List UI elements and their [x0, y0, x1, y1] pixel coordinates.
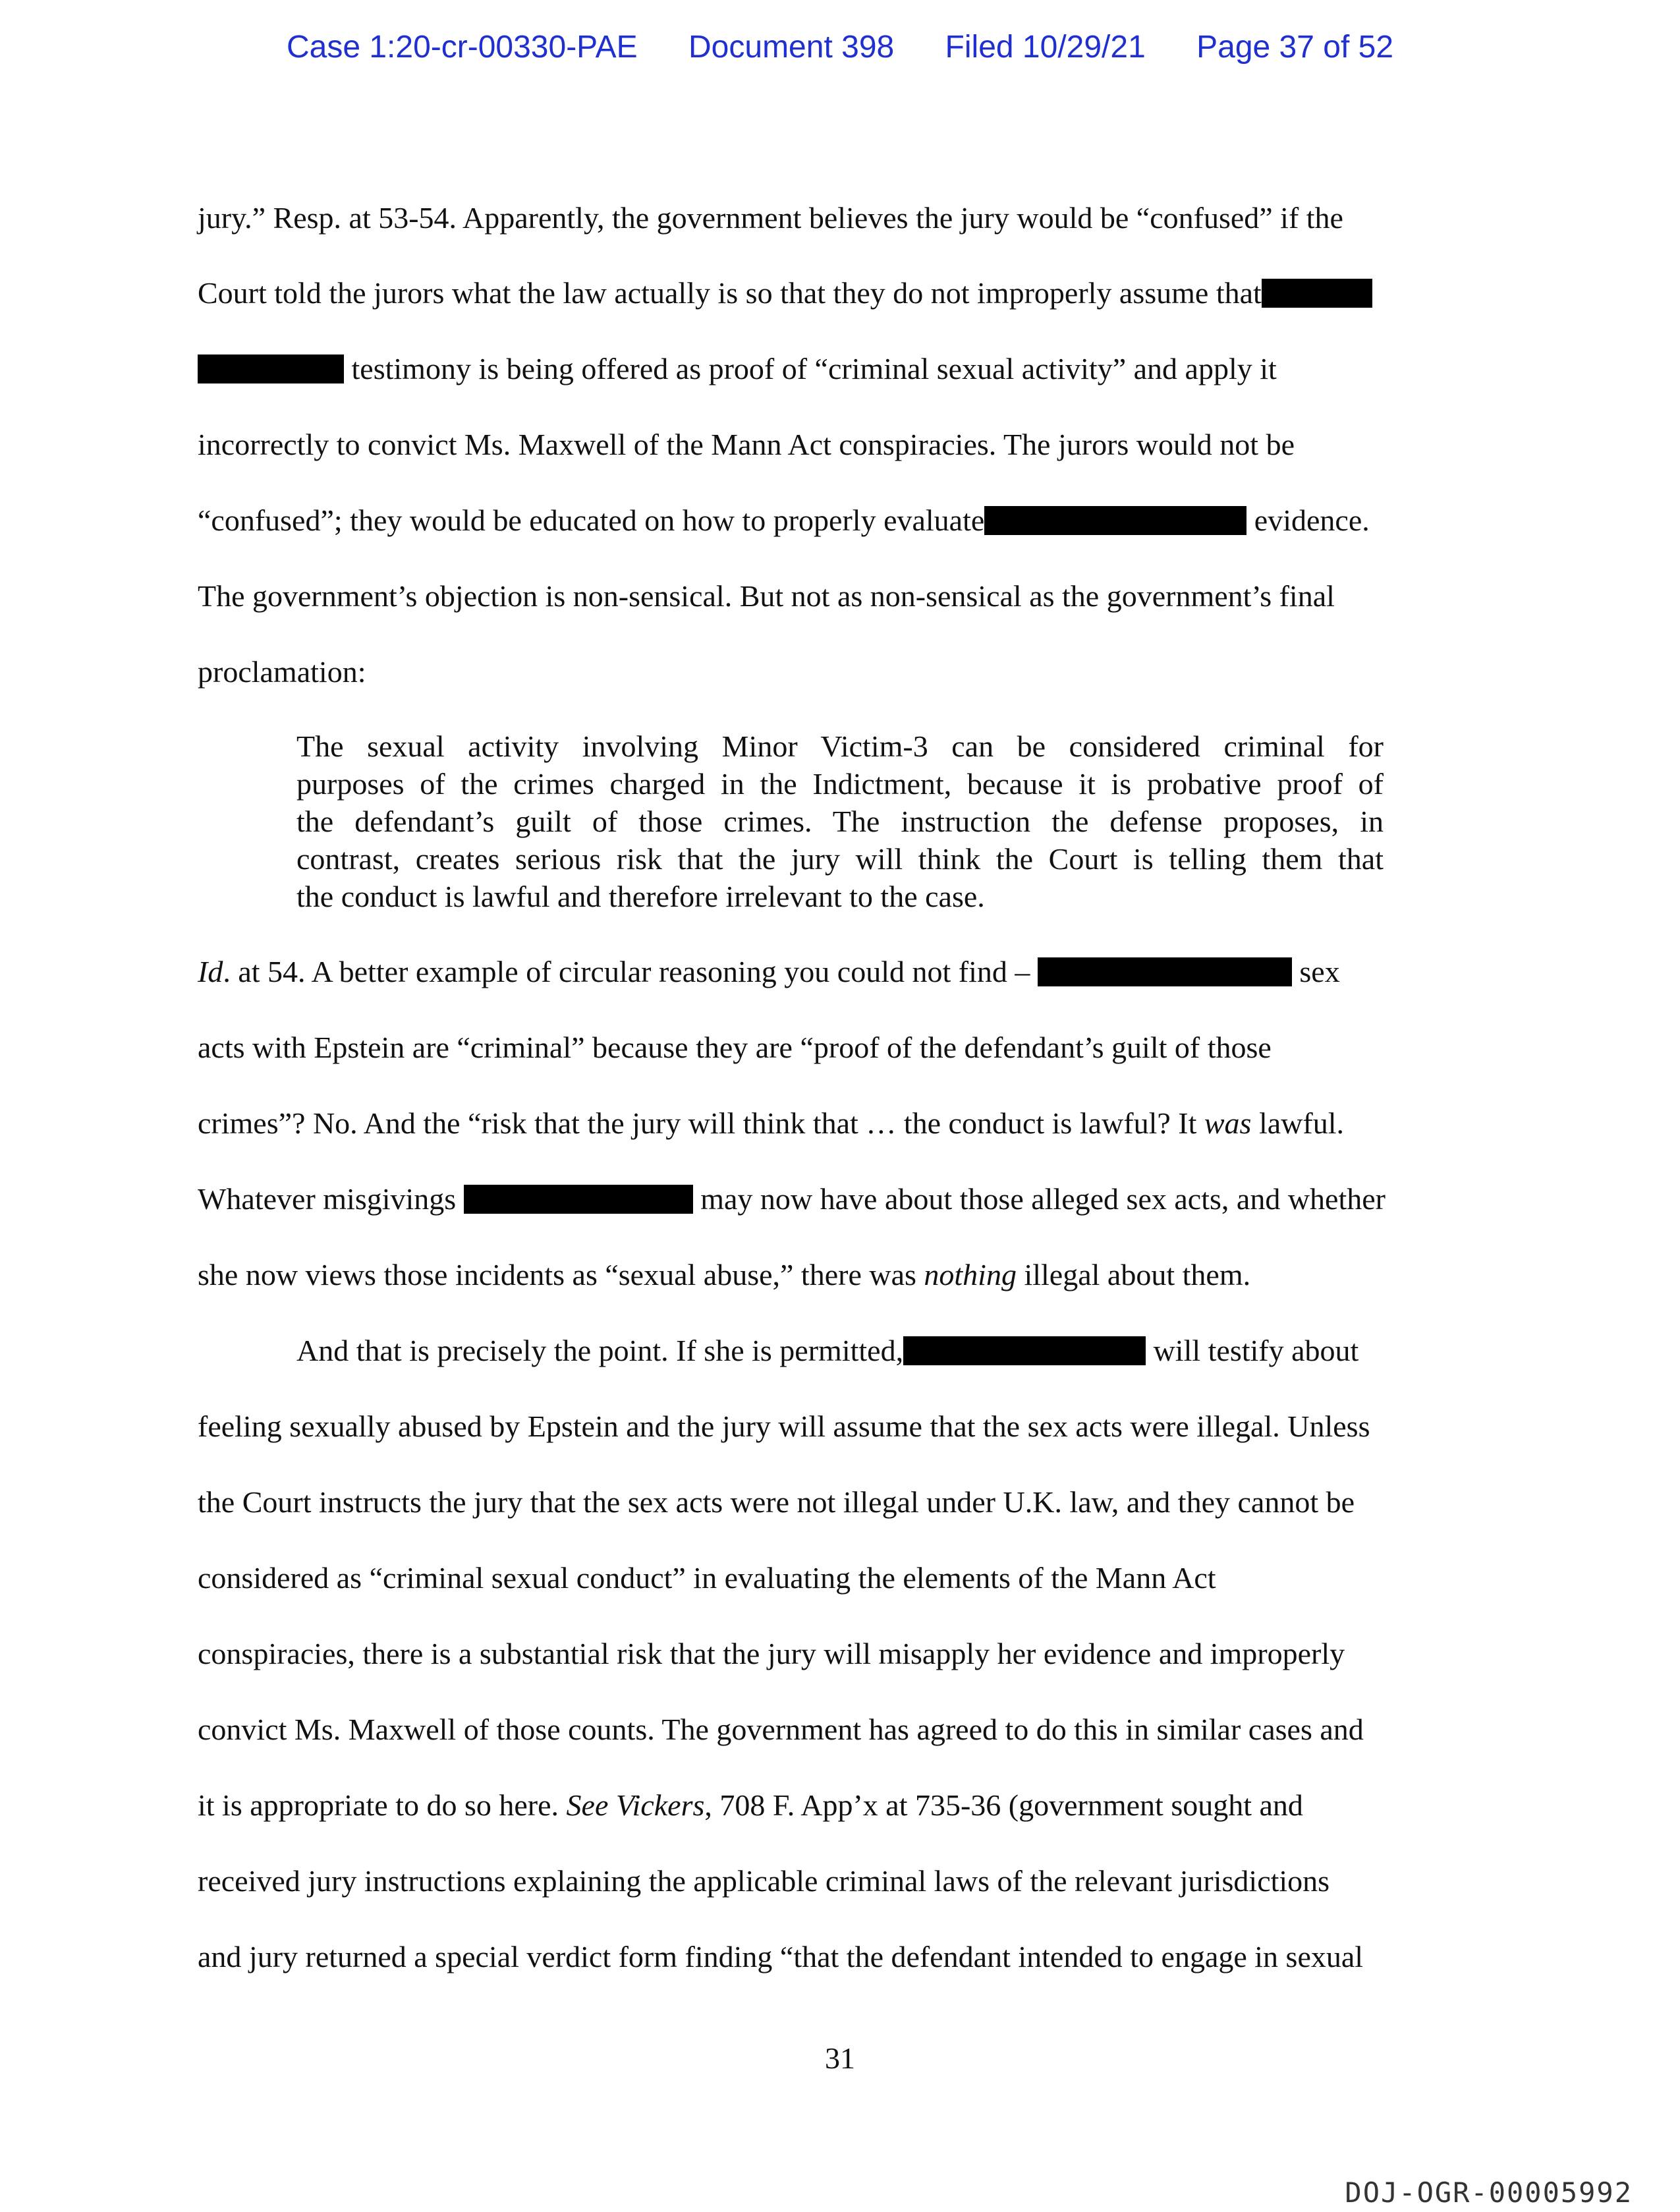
text-line: [198, 1108, 1344, 1139]
text-line: received jury instructions explaining the applicable criminal laws of the relevant jurisdictions: [198, 1864, 1330, 1898]
line-text: . at 54. A better example of circular reasoning you could not find –: [223, 955, 1030, 988]
text-line: [198, 278, 1372, 308]
text-line: the Court instructs the jury that the sex acts were not illegal under U.K. law, and they cannot be: [198, 1485, 1355, 1519]
redaction-block: [1038, 957, 1292, 986]
line-text: And that is precisely the point. If she is permitted,: [296, 1334, 904, 1367]
text-line: proclamation:: [198, 655, 366, 689]
line-text: Court told the jurors what the law actually is so that they do not improperly assume that: [198, 276, 1262, 310]
redaction-block: [198, 354, 344, 383]
line-text: she now views those incidents as “sexual abuse,” there was: [198, 1258, 924, 1291]
line-text: , 708 F. App’x at 735-36 (government sought and: [704, 1788, 1303, 1822]
text-line: [198, 354, 1277, 384]
text-line: considered as “criminal sexual conduct” in evaluating the elements of the Mann Act: [198, 1561, 1216, 1595]
redaction-block: [984, 506, 1246, 535]
quote-line: contrast, creates serious risk that the jury will think the Court is telling them that: [296, 842, 1384, 876]
redaction-block: [903, 1336, 1146, 1365]
line-text: testimony is being offered as proof of “criminal sexual activity” and apply it: [351, 352, 1277, 385]
case-citation: See Vickers: [566, 1788, 705, 1822]
quote-line: the defendant’s guilt of those crimes. The instruction the defense proposes, in: [296, 805, 1384, 838]
redaction-block: [1262, 279, 1372, 308]
line-text: Whatever misgivings: [198, 1182, 457, 1216]
line-text: evidence.: [1254, 503, 1370, 537]
line-text: lawful.: [1251, 1106, 1344, 1140]
line-text: will testify about: [1153, 1334, 1359, 1367]
line-text: “confused”; they would be educated on how to properly evaluate: [198, 503, 985, 537]
text-line: feeling sexually abused by Epstein and the jury will assume that the sex acts were illegal. Unless: [198, 1409, 1370, 1443]
text-line: [198, 957, 1340, 987]
text-line: acts with Epstein are “criminal” because they are “proof of the defendant’s guilt of those: [198, 1031, 1272, 1064]
bates-number: DOJ-OGR-00005992: [1345, 2176, 1633, 2209]
text-line: [198, 1184, 1386, 1214]
text-line: [198, 505, 1370, 536]
page-indicator: Page 37 of 52: [1196, 30, 1394, 65]
line-text: sex: [1299, 955, 1340, 988]
redaction-block: [464, 1185, 693, 1214]
text-line: [296, 1336, 1358, 1366]
text-line: jury.” Resp. at 53-54. Apparently, the government believes the jury would be “confused” if the: [198, 201, 1343, 235]
document-number: Document 398: [688, 30, 895, 65]
quote-line: purposes of the crimes charged in the Indictment, because it is probative proof of: [296, 767, 1384, 801]
text-line: conspiracies, there is a substantial risk that the jury will misapply her evidence and improperly: [198, 1637, 1345, 1670]
line-text: crimes”? No. And the “risk that the jury will think that … the conduct is lawful? It: [198, 1106, 1204, 1140]
line-text: it is appropriate to do so here.: [198, 1788, 567, 1822]
text-line: The government’s objection is non-sensical. But not as non-sensical as the government’s final: [198, 579, 1335, 613]
emphasis: was: [1204, 1106, 1252, 1140]
emphasis: nothing: [924, 1258, 1017, 1291]
filed-date: Filed 10/29/21: [945, 30, 1146, 65]
line-text: may now have about those alleged sex acts, and whether: [700, 1182, 1386, 1216]
text-line: [198, 1260, 1250, 1290]
case-header: [0, 29, 1680, 65]
line-text: illegal about them.: [1016, 1258, 1251, 1291]
quote-line: The sexual activity involving Minor Victim-3 can be considered criminal for: [296, 729, 1384, 763]
block-quote: [296, 727, 1384, 915]
page-number: 31: [825, 2041, 855, 2075]
case-number: Case 1:20-cr-00330-PAE: [286, 30, 638, 65]
text-line: [198, 1790, 1303, 1821]
text-line: and jury returned a special verdict form finding “that the defendant intended to engage in sexual: [198, 1940, 1364, 1973]
text-line: convict Ms. Maxwell of those counts. The government has agreed to do this in similar cases and: [198, 1713, 1364, 1746]
citation-id: Id: [198, 955, 223, 988]
text-line: incorrectly to convict Ms. Maxwell of the Mann Act conspiracies. The jurors would not be: [198, 428, 1295, 461]
quote-line: the conduct is lawful and therefore irrelevant to the case.: [296, 880, 985, 913]
